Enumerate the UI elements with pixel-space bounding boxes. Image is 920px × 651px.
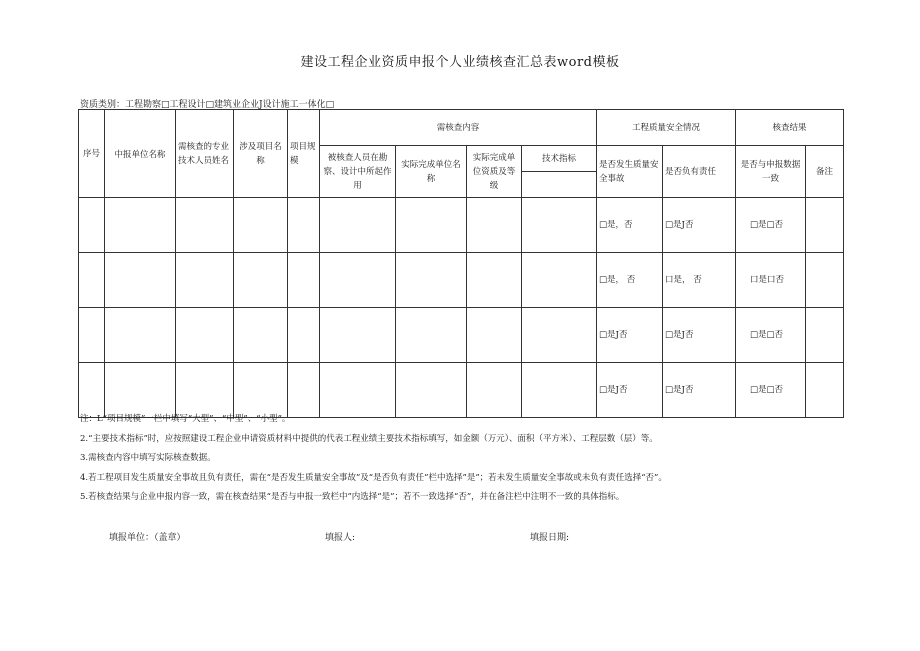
accident-checkbox[interactable]: □是J否 [597, 363, 663, 418]
header-verify-role: 被核查人员在勘察、设计中所起作用 [320, 146, 396, 198]
verification-table [78, 109, 844, 418]
liability-checkbox[interactable]: □是J否 [663, 363, 736, 418]
note-5: 5.若核查结果与企业申报内容一致，需在核查结果“是否与申报一致栏中”内选择“是”；若不一致选择“否”，并在备注栏中注明不一致的具体指标。 [80, 492, 625, 502]
header-tech-blank [522, 172, 597, 198]
note-2: 2.“主要技术指标”时，应按照建设工程企业申请资质材料中提供的代表工程业绩主要技术指标填写，如金额（万元）、面积（平方米）、工程层数（层）等。 [80, 433, 658, 444]
document-title: 建设工程企业资质申报个人业绩核查汇总表word模板 [300, 55, 620, 70]
header-scale: 项目规模 [288, 110, 320, 198]
liability-checkbox[interactable]: 口是， 否 [663, 253, 736, 308]
consistency-checkbox[interactable]: □是□否 [736, 308, 806, 363]
table-row [79, 198, 844, 253]
header-unit: 中报单位名称 [105, 110, 176, 198]
header-verify-group: 需核查内容 [320, 110, 597, 146]
header-liability: 是否负有责任 [663, 146, 736, 198]
consistency-checkbox[interactable]: 口是口否 [736, 253, 806, 308]
signature-unit: 填报单位：（盖章） [109, 533, 186, 543]
header-consistent: 是否与申报数据一致 [736, 146, 806, 198]
consistency-checkbox[interactable]: □是□否 [736, 198, 806, 253]
table-row [79, 308, 844, 363]
notes-section [80, 410, 667, 508]
accident-checkbox[interactable]: □是，否 [597, 198, 663, 253]
table-row [79, 253, 844, 308]
header-remark: 备注 [806, 146, 844, 198]
liability-checkbox[interactable]: □是J否 [663, 308, 736, 363]
header-quality-group: 工程质量安全情况 [597, 110, 736, 146]
header-seq: 序号 [79, 110, 105, 198]
header-project: 涉及项目名称 [234, 110, 288, 198]
header-actual-qual: 实际完成单位资质及等级 [467, 146, 522, 198]
header-row-1 [79, 110, 844, 146]
note-4: 4.若工程项目发生质量安全事故且负有责任，需在“是否发生质量安全事故”及“是否负有责任”栏中选择”是”；若未发生质量安全事故或未负有责任选择“否”。 [80, 472, 667, 483]
qualification-category-line: 资质类别：工程勘察□工程设计□建筑业企业J设计施工一体化□ [80, 100, 335, 110]
liability-checkbox[interactable]: □是J否 [663, 198, 736, 253]
header-actual-unit: 实际完成单位名称 [396, 146, 467, 198]
header-accident: 是否发生质量安全事故 [597, 146, 663, 198]
signature-date: 填报日期: [530, 533, 570, 543]
accident-checkbox[interactable]: □是J否 [597, 308, 663, 363]
consistency-checkbox[interactable]: □是□否 [736, 363, 806, 418]
note-3: 3.需核查内容中填写实际核查数据。 [80, 453, 216, 463]
header-staff: 需核查的专业技术人员姓名 [176, 110, 234, 198]
header-tech: 技术指标 [522, 146, 597, 172]
accident-checkbox[interactable]: □是， 否 [597, 253, 663, 308]
header-result-group: 核查结果 [736, 110, 844, 146]
signature-person: 填报人: [325, 533, 356, 543]
note-1: 注：L“项目规模”一栏中填写“大型”、“中型”、“小型”。 [80, 414, 291, 424]
